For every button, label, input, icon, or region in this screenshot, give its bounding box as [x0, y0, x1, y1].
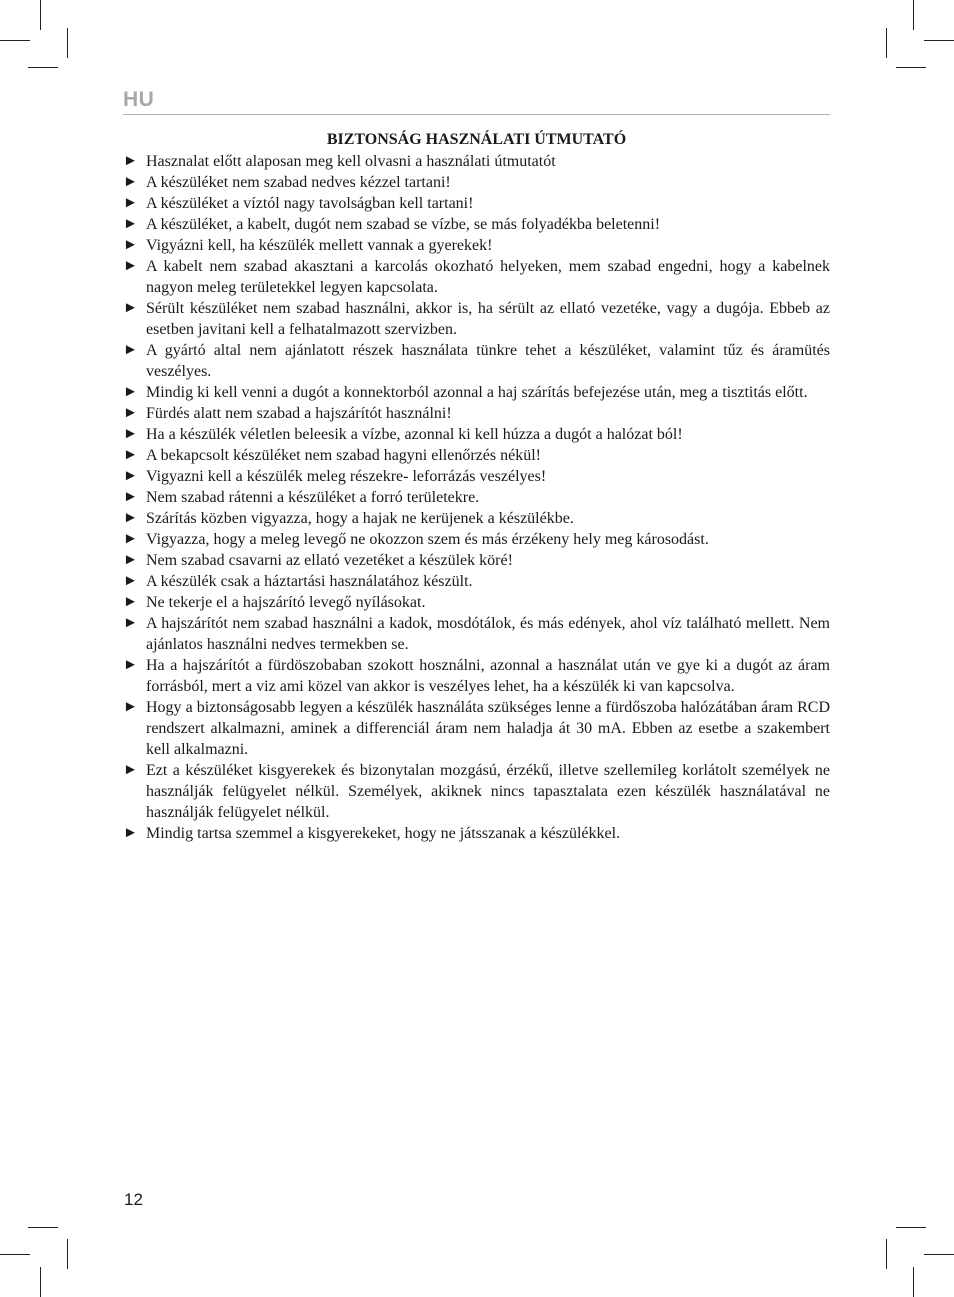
crop-mark: [886, 28, 887, 58]
bullet-arrow-icon: ►: [123, 531, 138, 547]
bullet-arrow-icon: ►: [123, 300, 138, 316]
language-code: HU: [123, 88, 155, 111]
crop-mark: [913, 0, 914, 30]
list-item: [123, 508, 830, 529]
bullet-arrow-icon: ►: [123, 699, 138, 715]
crop-mark: [896, 1227, 926, 1228]
list-item: [123, 235, 830, 256]
bullet-arrow-icon: ►: [123, 468, 138, 484]
list-item: [123, 571, 830, 592]
list-item-text: A készüléket nem szabad nedves kézzel tartani!: [146, 174, 451, 191]
crop-mark: [28, 67, 58, 68]
list-item: [123, 193, 830, 214]
bullet-arrow-icon: ►: [123, 216, 138, 232]
header-divider: [123, 114, 830, 115]
crop-mark: [0, 1254, 30, 1255]
list-item: [123, 655, 830, 697]
list-item-text: Hasznalat előtt alaposan meg kell olvasni a használati útmutatót: [146, 153, 556, 170]
list-item: [123, 151, 830, 172]
list-item-text: A gyártó altal nem ajánlatott részek használata tünkre tehet a készüléket, valamint tűz és áramütés veszélyes.: [146, 342, 830, 380]
list-item-text: Sérült készüléket nem szabad használni, akkor is, ha sérült az ellató vezetéke, vagy a dugója. Ebbeb az esetben javitani kell a felhatalmazott szervizben.: [146, 300, 830, 338]
list-item-text: Vigyazza, hogy a meleg levegő ne okozzon szem és más érzékeny hely meg károsodást.: [146, 531, 709, 548]
list-item-text: Nem szabad rátenni a készüléket a forró területekre.: [146, 489, 480, 506]
list-item-text: Szárítás közben vigyazza, hogy a hajak ne kerüjenek a készülékbe.: [146, 510, 574, 527]
page-number: 12: [124, 1190, 143, 1209]
list-item-text: A bekapcsolt készüléket nem szabad hagyni ellenőrzés nékül!: [146, 447, 541, 464]
list-item: [123, 298, 830, 340]
list-item: [123, 403, 830, 424]
list-item-text: Ha a hajszárítót a fürdöszobaban szokott hosználni, azonnal a használat után ve gye ki a dugót az áram forrásból, mert a viz ami közel van akkor is veszélyes lehet, ha a készülék ki van kapcsolva.: [146, 657, 830, 695]
bullet-arrow-icon: ►: [123, 552, 138, 568]
crop-mark: [40, 0, 41, 30]
list-item: [123, 697, 830, 760]
list-item: [123, 613, 830, 655]
bullet-arrow-icon: ►: [123, 447, 138, 463]
list-item: [123, 172, 830, 193]
list-item-text: A hajszárítót nem szabad használni a kadok, mosdótálok, és más edények, ahol víz található mellett. Nem ajánlatos használni nedves termekben se.: [146, 615, 830, 653]
list-item-text: A készülék csak a háztartási használatához készült.: [146, 573, 473, 590]
list-item: [123, 466, 830, 487]
list-item-text: A készüléket a víztól nagy tavolságban kell tartani!: [146, 195, 474, 212]
list-item: [123, 487, 830, 508]
bullet-arrow-icon: ►: [123, 426, 138, 442]
bullet-arrow-icon: ►: [123, 174, 138, 190]
list-item-text: Hogy a biztonságosabb legyen a készülék használáta szükséges lenne a fürdőszoba halózátában áram RCD rendszert alkalmazni, aminek a differenciál áram nem haladja át 30 mA. Ebben az esetbe a szakembert kell alkalmazni.: [146, 699, 830, 758]
list-item: [123, 340, 830, 382]
bullet-arrow-icon: ►: [123, 258, 138, 274]
crop-mark: [0, 40, 30, 41]
safety-instructions-list: [123, 151, 830, 844]
bullet-arrow-icon: ►: [123, 489, 138, 505]
bullet-arrow-icon: ►: [123, 195, 138, 211]
crop-mark: [924, 1254, 954, 1255]
crop-mark: [67, 1239, 68, 1269]
bullet-arrow-icon: ►: [123, 615, 138, 631]
list-item-text: A kabelt nem szabad akasztani a karcolás okozható helyeken, mem szabad engedni, hogy a kabelnek nagyon meleg területekkel legyen kapcsolata.: [146, 258, 830, 296]
list-item-text: A készüléket, a kabelt, dugót nem szabad se vízbe, se más folyadékba beletenni!: [146, 216, 661, 233]
bullet-arrow-icon: ►: [123, 384, 138, 400]
list-item: [123, 760, 830, 823]
list-item: [123, 592, 830, 613]
list-item-text: Vigyazni kell a készülék meleg részekre- leforrázás veszélyes!: [146, 468, 547, 485]
list-item-text: Vigyázni kell, ha készülék mellett vannak a gyerekek!: [146, 237, 493, 254]
page-title: BIZTONSÁG HASZNÁLATI ÚTMUTATÓ: [326, 131, 627, 148]
crop-mark: [67, 28, 68, 58]
crop-mark: [896, 67, 926, 68]
list-item-text: Mindig ki kell venni a dugót a konnektorból azonnal a haj szárítás befejezése után, meg a tisztitás előtt.: [146, 384, 808, 401]
crop-mark: [40, 1267, 41, 1297]
crop-mark: [886, 1239, 887, 1269]
list-item-text: Mindig tartsa szemmel a kisgyerekeket, hogy ne játsszanak a készülékkel.: [146, 825, 621, 842]
bullet-arrow-icon: ►: [123, 825, 138, 841]
list-item: [123, 445, 830, 466]
crop-mark: [924, 40, 954, 41]
crop-mark: [28, 1227, 58, 1228]
crop-mark: [913, 1267, 914, 1297]
list-item: [123, 823, 830, 844]
bullet-arrow-icon: ►: [123, 153, 138, 169]
bullet-arrow-icon: ►: [123, 237, 138, 253]
bullet-arrow-icon: ►: [123, 342, 138, 358]
list-item: [123, 256, 830, 298]
bullet-arrow-icon: ►: [123, 405, 138, 421]
bullet-arrow-icon: ►: [123, 762, 138, 778]
list-item-text: Ezt a készüléket kisgyerekek és bizonytalan mozgású, érzékű, illetve szellemileg korlátolt személyek ne használják felügyelet nélkül. Személyek, akiknek nincs tapasztalata ezen készülék használatával ne használják felügyelet nélkül.: [146, 762, 830, 821]
bullet-arrow-icon: ►: [123, 573, 138, 589]
list-item: [123, 382, 830, 403]
list-item-text: Nem szabad csavarni az ellató vezetéket a készülek köré!: [146, 552, 513, 569]
bullet-arrow-icon: ►: [123, 657, 138, 673]
list-item: [123, 550, 830, 571]
list-item: [123, 214, 830, 235]
list-item: [123, 424, 830, 445]
list-item-text: Fürdés alatt nem szabad a hajszárítót használni!: [146, 405, 452, 422]
bullet-arrow-icon: ►: [123, 510, 138, 526]
list-item: [123, 529, 830, 550]
list-item-text: Ha a készülék véletlen beleesik a vízbe, azonnal ki kell húzza a dugót a halózat ból!: [146, 426, 683, 443]
bullet-arrow-icon: ►: [123, 594, 138, 610]
list-item-text: Ne tekerje el a hajszárító levegő nyílásokat.: [146, 594, 426, 611]
